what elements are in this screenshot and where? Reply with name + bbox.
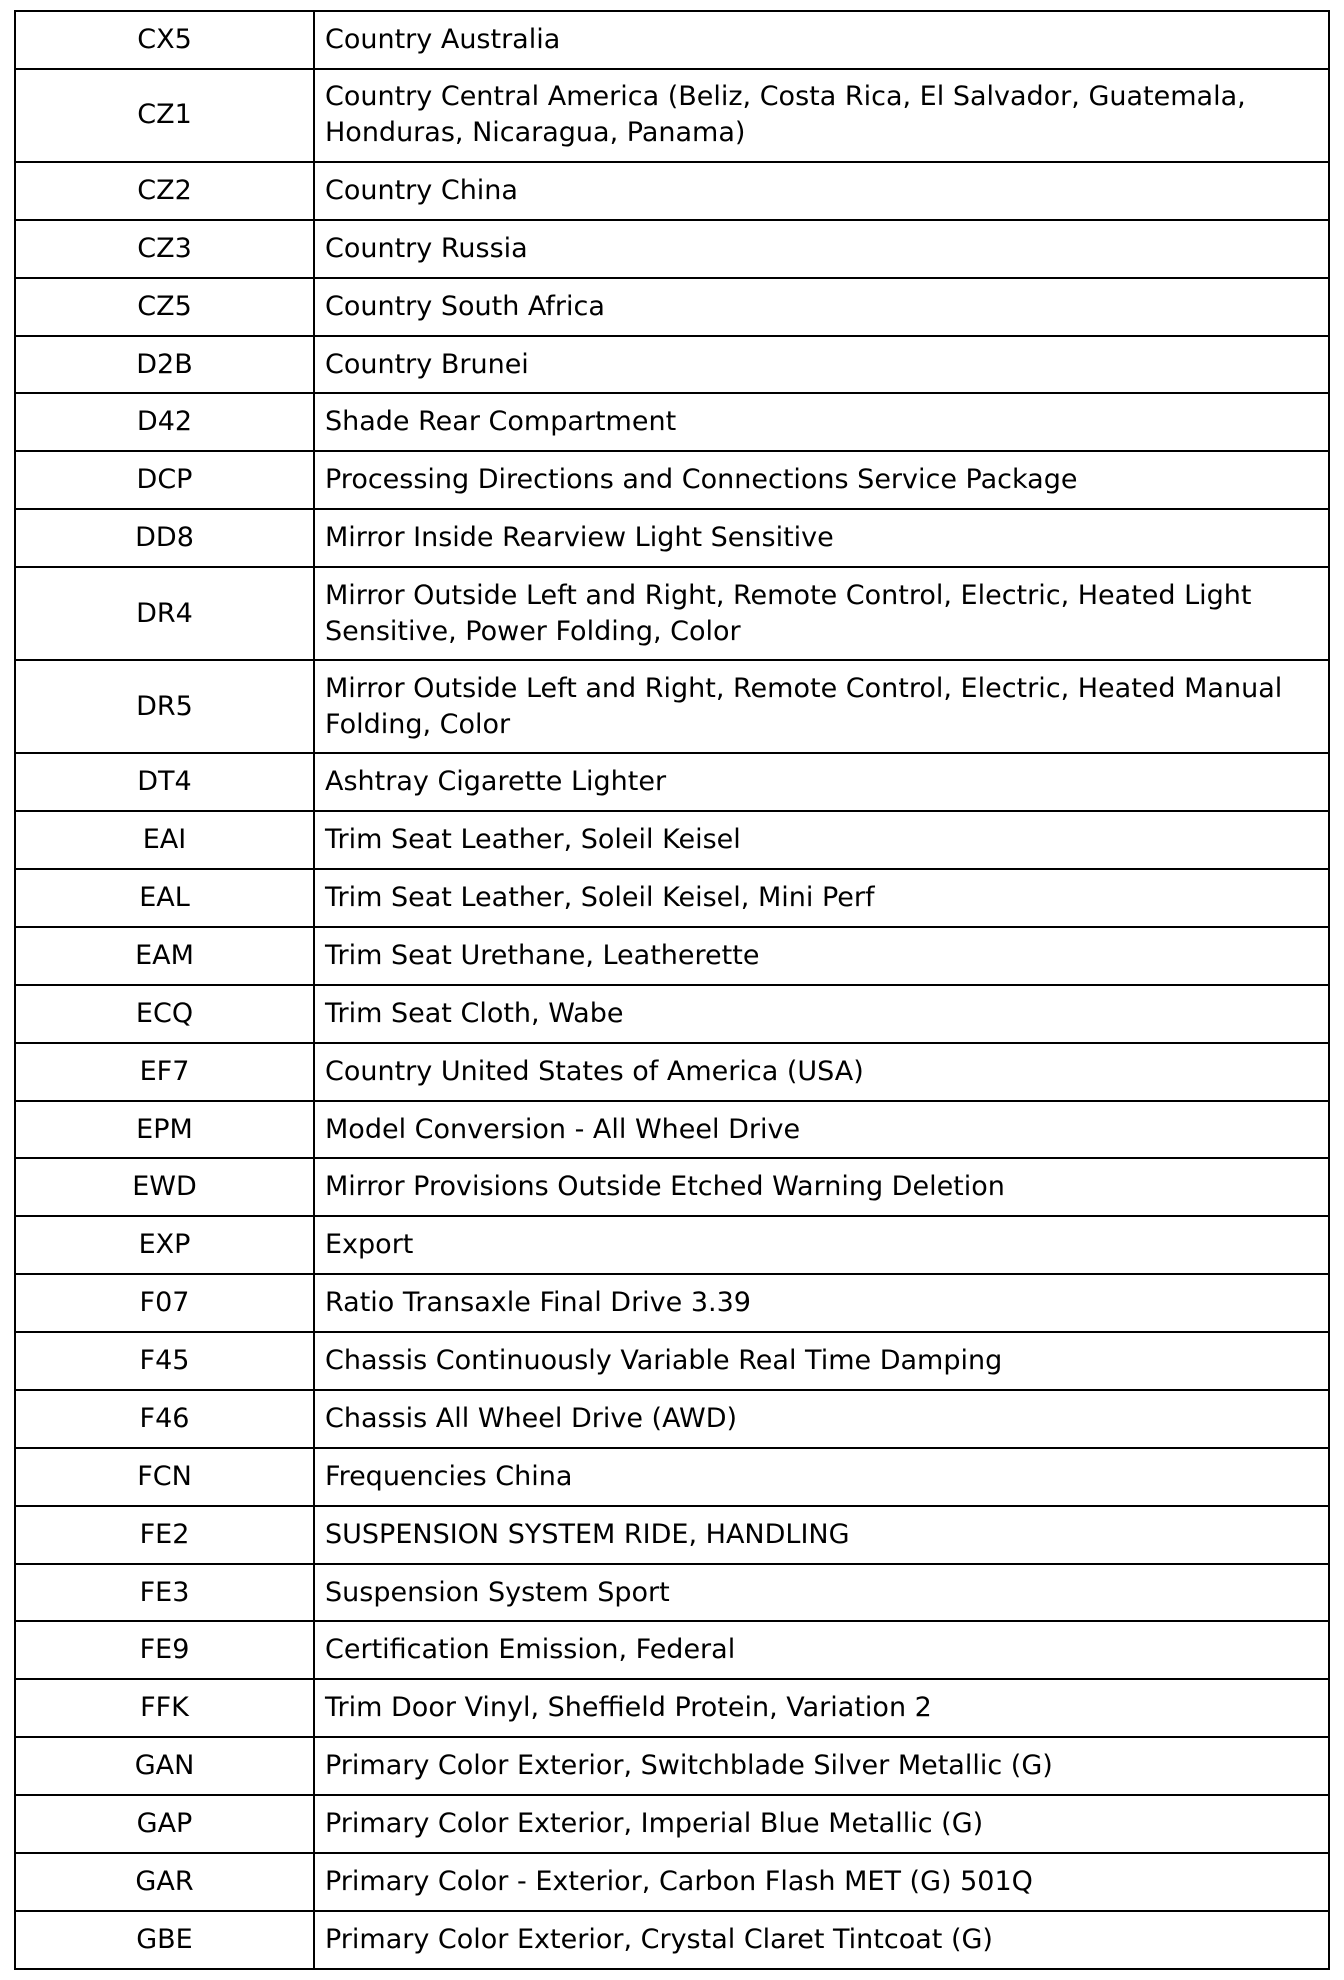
option-description-cell: Primary Color Exterior, Imperial Blue Metallic (G) <box>314 1795 1329 1853</box>
option-description-cell: Certification Emission, Federal <box>314 1621 1329 1679</box>
option-description-cell: Country Central America (Beliz, Costa Rica, El Salvador, Guatemala, Honduras, Nicaragua, Panama) <box>314 69 1329 162</box>
option-code-cell: CZ5 <box>15 278 314 336</box>
option-code-cell: DD8 <box>15 509 314 567</box>
option-description-cell: Ratio Transaxle Final Drive 3.39 <box>314 1274 1329 1332</box>
table-row <box>15 1274 1329 1332</box>
table-row <box>15 162 1329 220</box>
table-row <box>15 1043 1329 1101</box>
option-code-table <box>14 10 1330 1970</box>
option-description-cell: Frequencies China <box>314 1448 1329 1506</box>
table-row <box>15 927 1329 985</box>
table-row <box>15 1679 1329 1737</box>
table-row <box>15 393 1329 451</box>
option-description-cell: Primary Color - Exterior, Carbon Flash MET (G) 501Q <box>314 1853 1329 1911</box>
option-code-cell: D2B <box>15 336 314 394</box>
option-description-cell: Country South Africa <box>314 278 1329 336</box>
table-row <box>15 220 1329 278</box>
table-row <box>15 278 1329 336</box>
option-description-cell: Country Australia <box>314 11 1329 69</box>
option-description-cell: Trim Seat Cloth, Wabe <box>314 985 1329 1043</box>
table-row <box>15 1737 1329 1795</box>
table-row <box>15 1795 1329 1853</box>
option-description-cell: Processing Directions and Connections Service Package <box>314 451 1329 509</box>
option-code-cell: CX5 <box>15 11 314 69</box>
table-row <box>15 336 1329 394</box>
table-row <box>15 509 1329 567</box>
option-description-cell: Country Russia <box>314 220 1329 278</box>
table-row <box>15 1564 1329 1622</box>
table-row <box>15 1853 1329 1911</box>
table-row <box>15 1101 1329 1159</box>
table-row <box>15 1911 1329 1969</box>
option-description-cell: Country China <box>314 162 1329 220</box>
option-description-cell: Mirror Provisions Outside Etched Warning Deletion <box>314 1158 1329 1216</box>
option-code-cell: EAI <box>15 811 314 869</box>
option-description-cell: Chassis All Wheel Drive (AWD) <box>314 1390 1329 1448</box>
table-row <box>15 753 1329 811</box>
option-description-cell: Primary Color Exterior, Crystal Claret Tintcoat (G) <box>314 1911 1329 1969</box>
option-description-cell: Country United States of America (USA) <box>314 1043 1329 1101</box>
option-description-cell: Trim Seat Leather, Soleil Keisel <box>314 811 1329 869</box>
option-code-cell: DT4 <box>15 753 314 811</box>
option-code-cell: F07 <box>15 1274 314 1332</box>
table-row <box>15 11 1329 69</box>
table-row <box>15 1506 1329 1564</box>
option-code-cell: FE3 <box>15 1564 314 1622</box>
option-code-cell: D42 <box>15 393 314 451</box>
option-code-cell: GAP <box>15 1795 314 1853</box>
table-row <box>15 811 1329 869</box>
table-row <box>15 451 1329 509</box>
option-code-cell: FE2 <box>15 1506 314 1564</box>
option-code-cell: ECQ <box>15 985 314 1043</box>
option-description-cell: Mirror Inside Rearview Light Sensitive <box>314 509 1329 567</box>
option-code-cell: EAL <box>15 869 314 927</box>
table-row <box>15 69 1329 162</box>
option-description-cell: Country Brunei <box>314 336 1329 394</box>
option-description-cell: Trim Seat Urethane, Leatherette <box>314 927 1329 985</box>
option-description-cell: Shade Rear Compartment <box>314 393 1329 451</box>
option-code-cell: FE9 <box>15 1621 314 1679</box>
table-row <box>15 1390 1329 1448</box>
table-row <box>15 869 1329 927</box>
option-code-cell: GAR <box>15 1853 314 1911</box>
table-row <box>15 985 1329 1043</box>
table-row <box>15 1448 1329 1506</box>
table-row <box>15 1332 1329 1390</box>
table-body <box>15 11 1329 1969</box>
table-row <box>15 660 1329 753</box>
option-code-cell: CZ3 <box>15 220 314 278</box>
option-description-cell: Mirror Outside Left and Right, Remote Control, Electric, Heated Light Sensitive, Power Folding, Color <box>314 567 1329 660</box>
option-code-cell: EPM <box>15 1101 314 1159</box>
table-row <box>15 1621 1329 1679</box>
option-description-cell: Trim Door Vinyl, Sheffield Protein, Variation 2 <box>314 1679 1329 1737</box>
option-code-cell: FCN <box>15 1448 314 1506</box>
option-description-cell: Ashtray Cigarette Lighter <box>314 753 1329 811</box>
option-code-cell: FFK <box>15 1679 314 1737</box>
option-code-cell: F45 <box>15 1332 314 1390</box>
option-code-cell: CZ2 <box>15 162 314 220</box>
option-code-cell: DCP <box>15 451 314 509</box>
option-description-cell: SUSPENSION SYSTEM RIDE, HANDLING <box>314 1506 1329 1564</box>
option-code-cell: EF7 <box>15 1043 314 1101</box>
option-description-cell: Export <box>314 1216 1329 1274</box>
option-description-cell: Primary Color Exterior, Switchblade Silver Metallic (G) <box>314 1737 1329 1795</box>
option-description-cell: Trim Seat Leather, Soleil Keisel, Mini Perf <box>314 869 1329 927</box>
option-code-cell: DR4 <box>15 567 314 660</box>
option-code-cell: DR5 <box>15 660 314 753</box>
option-description-cell: Mirror Outside Left and Right, Remote Control, Electric, Heated Manual Folding, Color <box>314 660 1329 753</box>
option-code-cell: GBE <box>15 1911 314 1969</box>
option-code-cell: GAN <box>15 1737 314 1795</box>
option-code-cell: F46 <box>15 1390 314 1448</box>
option-description-cell: Chassis Continuously Variable Real Time Damping <box>314 1332 1329 1390</box>
option-code-cell: CZ1 <box>15 69 314 162</box>
table-row <box>15 1216 1329 1274</box>
option-code-cell: EWD <box>15 1158 314 1216</box>
table-row <box>15 1158 1329 1216</box>
option-code-cell: EXP <box>15 1216 314 1274</box>
option-description-cell: Suspension System Sport <box>314 1564 1329 1622</box>
option-description-cell: Model Conversion - All Wheel Drive <box>314 1101 1329 1159</box>
option-code-cell: EAM <box>15 927 314 985</box>
table-row <box>15 567 1329 660</box>
